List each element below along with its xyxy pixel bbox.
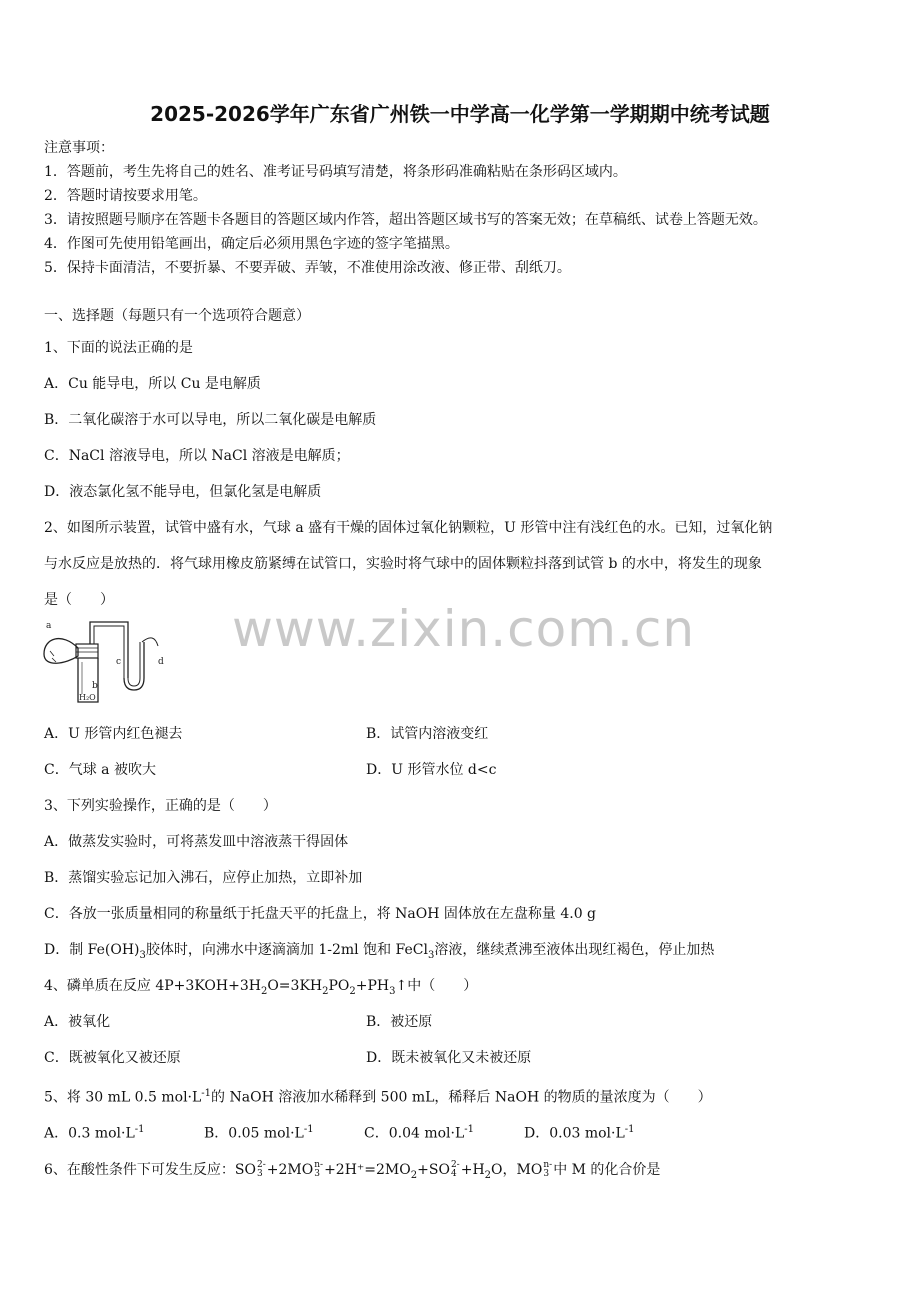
question-1-option-b: B．二氧化碳溶于水可以导电，所以二氧化碳是电解质	[44, 412, 377, 428]
question-2-line: 与水反应是放热的．将气球用橡皮筋紧缚在试管口，实验时将气球中的固体颗粒抖落到试管 b 的水中，将发生的现象	[44, 556, 762, 572]
question-4-option-d: D．既未被氧化又未被还原	[366, 1050, 532, 1066]
question-3-option-b: B．蒸馏实验忘记加入沸石，应停止加热，立即补加	[44, 870, 363, 886]
notice-heading: 注意事项：	[44, 140, 114, 156]
question-2-option-a: A．U 形管内红色褪去	[44, 726, 183, 742]
label-water: H₂O	[79, 693, 96, 702]
label-b: b	[92, 681, 98, 691]
apparatus-figure	[42, 618, 182, 716]
question-3-option-c: C．各放一张质量相同的称量纸于托盘天平的托盘上，将 NaOH 固体放在左盘称量 4.0 g	[44, 906, 597, 922]
question-3-option-a: A．做蒸发实验时，可将蒸发皿中溶液蒸干得固体	[44, 834, 349, 850]
question-5-option-d: D．0.03 $mol\cdot L^{-1}$	[524, 1124, 635, 1142]
page-title: 2025-2026学年广东省广州铁一中学高一化学第一学期期中统考试题	[150, 102, 770, 126]
notice-item: 4．作图可先使用铅笔画出，确定后必须用黑色字迹的签字笔描黑。	[44, 236, 459, 252]
question-1-option-c: C．NaCl 溶液导电，所以 NaCl 溶液是电解质；	[44, 448, 350, 464]
question-5-stem: 5、将 30 mL 0.5 $mol\cdot L^{-1}$的 NaOH 溶液加水稀释到 500 mL，稀释后 NaOH 的物质的量浓度为（ ）	[44, 1088, 712, 1106]
question-3-option-d: D．制 $Fe(OH)_3$胶体时，向沸水中逐滴滴加 1-2ml 饱和 FeCl$_3$溶液，继续煮沸至液体出现红褐色，停止加热	[44, 942, 715, 961]
label-c: c	[116, 657, 122, 667]
question-2-option-d: D．U 形管水位 d<c	[366, 762, 497, 778]
question-2-option-b: B．试管内溶液变红	[366, 726, 489, 742]
notice-item: 1．答题前，考生先将自己的姓名、准考证号码填写清楚，将条形码准确粘贴在条形码区域内。	[44, 164, 627, 180]
question-6-stem: 6、在酸性条件下可发生反应：SO 2- 3 +2MO n- 3 $+2H^+=2MO_2+SO$ 2- 4 $+H_2O$，MO n- 3 中 M 的化合价是	[44, 1160, 661, 1181]
question-4-stem: 4、磷单质在反应 $4P+3KOH+3H_2O=3KH_2PO_2+PH_3↑$中（ ）	[44, 978, 478, 997]
question-5-option-c: C．0.04 $mol\cdot L^{-1}$	[364, 1124, 475, 1142]
question-5-option-b: B．0.05 $mol\cdot L^{-1}$	[204, 1124, 314, 1142]
watermark: www.zixin.com.cn	[232, 600, 696, 658]
question-3-stem: 3、下列实验操作，正确的是（ ）	[44, 798, 277, 814]
question-1-option-d: D．液态氯化氢不能导电，但氯化氢是电解质	[44, 484, 322, 500]
question-4-option-b: B．被还原	[366, 1014, 433, 1030]
question-2-option-c: C．气球 a 被吹大	[44, 762, 156, 778]
question-5-option-a: A．0.3 $mol\cdot L^{-1}$	[44, 1124, 145, 1142]
question-1-stem: 1、下面的说法正确的是	[44, 340, 193, 356]
notice-item: 3．请按照题号顺序在答题卡各题目的答题区域内作答，超出答题区域书写的答案无效；在草稿纸、试卷上答题无效。	[44, 212, 767, 228]
question-2-line: 2、如图所示装置，试管中盛有水，气球 a 盛有干燥的固体过氧化钠颗粒，U 形管中注有浅红色的水。已知，过氧化钠	[44, 520, 773, 536]
question-4-option-c: C．既被氧化又被还原	[44, 1050, 181, 1066]
section-heading: 一、选择题（每题只有一个选项符合题意）	[44, 308, 310, 324]
question-2-line: 是（ ）	[44, 592, 114, 608]
question-4-option-a: A．被氧化	[44, 1014, 111, 1030]
notice-item: 5．保持卡面清洁，不要折暴、不要弄破、弄皱，不准使用涂改液、修正带、刮纸刀。	[44, 260, 571, 276]
question-1-option-a: A．Cu 能导电，所以 Cu 是电解质	[44, 376, 261, 392]
notice-item: 2．答题时请按要求用笔。	[44, 188, 207, 204]
label-d: d	[158, 657, 164, 667]
label-a: a	[46, 621, 52, 631]
